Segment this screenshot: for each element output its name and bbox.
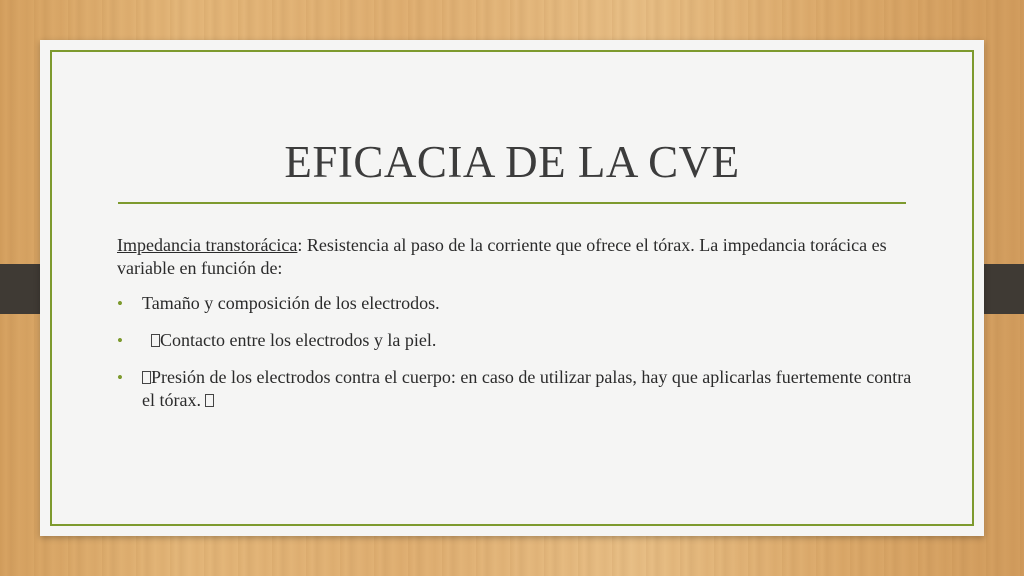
slide-body (117, 234, 917, 426)
intro-paragraph (117, 234, 917, 280)
bullet-list (117, 292, 917, 412)
bullet-text: Presión de los electrodos contra el cuerpo: en caso de utilizar palas, hay que aplicarlas fuertemente contra el tórax. (142, 367, 912, 410)
title-divider (118, 202, 906, 204)
bullet-item-electrode-size (117, 292, 917, 315)
bullet-icon: • (117, 294, 123, 313)
bullet-text: Tamaño y composición de los electrodos. (142, 293, 440, 313)
bullet-item-electrode-pressure (117, 366, 917, 412)
missing-glyph-icon (142, 371, 151, 384)
slide-title: EFICACIA DE LA CVE (284, 137, 740, 187)
intro-term: Impedancia transtorácica (117, 235, 298, 255)
bullet-icon: • (117, 331, 123, 350)
bullet-icon: • (117, 368, 123, 387)
intro-text: : Resistencia al paso de la corriente que ofrece el tórax. La impedancia torácica es variable en función de: (117, 235, 887, 278)
bullet-text: Contacto entre los electrodos y la piel. (160, 330, 437, 350)
slide-card (40, 40, 984, 536)
missing-glyph-icon (151, 334, 160, 347)
missing-glyph-icon (205, 394, 214, 407)
bullet-item-electrode-contact (117, 329, 917, 352)
